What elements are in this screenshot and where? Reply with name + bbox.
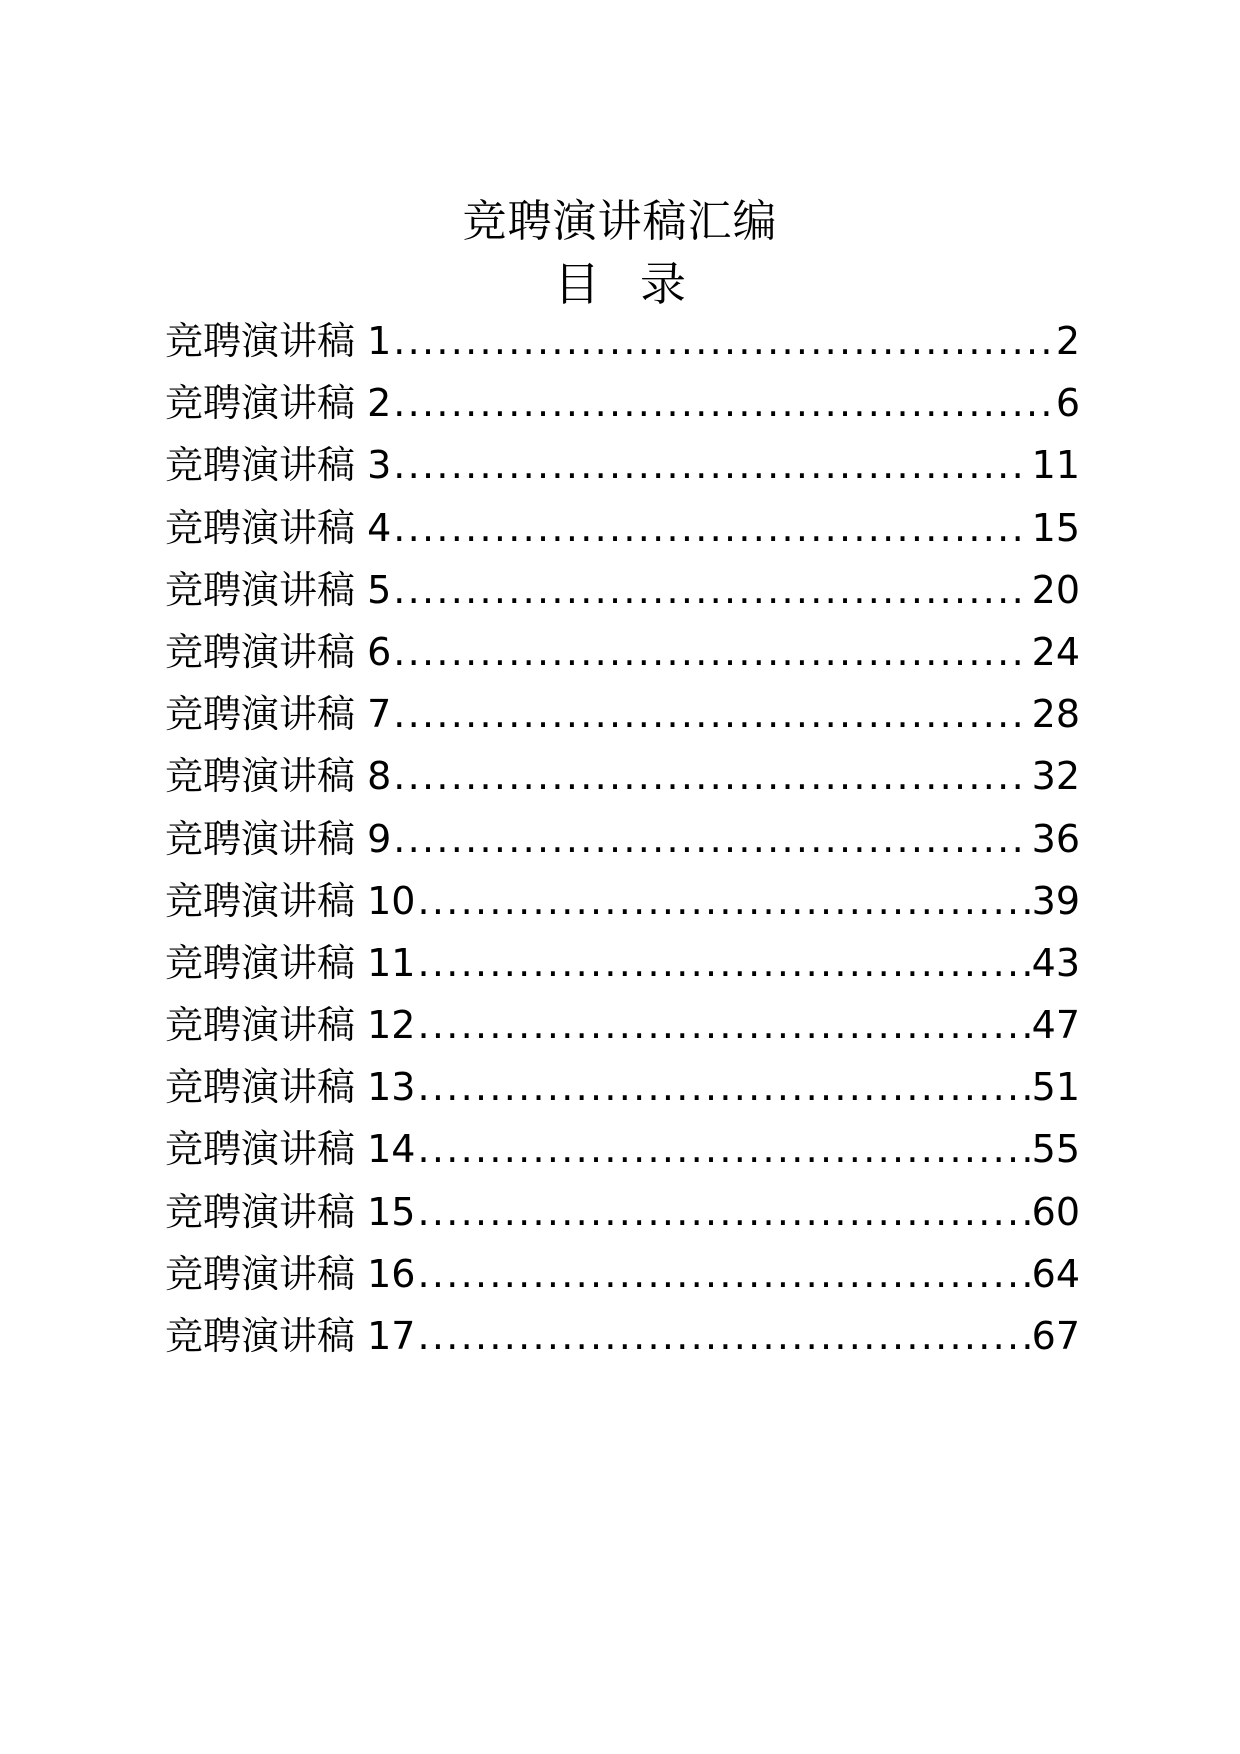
table-of-contents	[165, 310, 1080, 1367]
toc-entry[interactable]	[165, 434, 1080, 496]
toc-leader-dots	[417, 1056, 1029, 1118]
toc-entry-label: 竞聘演讲稿 12	[165, 1003, 416, 1048]
toc-entry[interactable]	[165, 683, 1080, 745]
toc-entry[interactable]	[165, 1243, 1080, 1305]
toc-heading-char: 目	[554, 257, 600, 311]
toc-entry-page: 47	[1031, 1003, 1080, 1048]
toc-entry-page: 67	[1031, 1314, 1080, 1358]
toc-entry-page: 43	[1031, 940, 1080, 985]
toc-leader-dots	[417, 1305, 1029, 1367]
toc-entry[interactable]	[165, 497, 1080, 559]
toc-entry[interactable]	[165, 559, 1080, 621]
toc-entry[interactable]	[165, 1118, 1080, 1180]
toc-entry-label: 竞聘演讲稿 13	[165, 1065, 416, 1110]
toc-entry-page: 51	[1031, 1065, 1080, 1110]
toc-leader-dots	[393, 559, 1029, 621]
toc-heading-char: 录	[640, 257, 686, 311]
toc-entry[interactable]	[165, 870, 1080, 932]
toc-entry-label: 竞聘演讲稿 10	[165, 878, 416, 923]
toc-leader-dots	[393, 621, 1029, 683]
toc-entry-label: 竞聘演讲稿 14	[165, 1127, 416, 1172]
toc-entry-label: 竞聘演讲稿 2	[165, 381, 392, 426]
toc-entry-page: 36	[1031, 816, 1080, 861]
toc-entry-page: 32	[1031, 754, 1080, 799]
toc-leader-dots	[417, 1181, 1029, 1243]
toc-entry-label: 竞聘演讲稿 8	[165, 754, 392, 799]
document-title: 竞聘演讲稿汇编	[462, 196, 778, 247]
toc-entry-page: 60	[1031, 1189, 1080, 1234]
toc-entry[interactable]	[165, 745, 1080, 807]
toc-entry-label: 竞聘演讲稿 3	[165, 443, 392, 488]
toc-leader-dots	[417, 1243, 1029, 1305]
toc-heading	[0, 252, 1240, 316]
toc-leader-dots	[393, 310, 1054, 372]
toc-entry-page: 64	[1031, 1251, 1080, 1296]
toc-entry[interactable]	[165, 932, 1080, 994]
toc-entry[interactable]	[165, 1056, 1080, 1118]
toc-entry-label: 竞聘演讲稿 15	[165, 1189, 416, 1234]
toc-entry-label: 竞聘演讲稿 9	[165, 816, 392, 861]
toc-entry-page: 6	[1055, 381, 1080, 426]
toc-entry[interactable]	[165, 621, 1080, 683]
toc-entry-page: 2	[1055, 319, 1080, 363]
toc-entry-label: 竞聘演讲稿 1	[165, 319, 392, 363]
toc-entry-page: 39	[1031, 878, 1080, 923]
toc-leader-dots	[393, 434, 1029, 496]
toc-entry[interactable]	[165, 372, 1080, 434]
toc-leader-dots	[393, 683, 1029, 745]
toc-entry-page: 15	[1031, 505, 1080, 550]
toc-entry-page: 28	[1031, 692, 1080, 737]
toc-entry-label: 竞聘演讲稿 16	[165, 1251, 416, 1296]
toc-entry-label: 竞聘演讲稿 4	[165, 505, 392, 550]
toc-entry-page: 11	[1031, 443, 1080, 488]
toc-entry-page: 24	[1031, 629, 1080, 674]
toc-leader-dots	[417, 932, 1029, 994]
toc-entry-label: 竞聘演讲稿 6	[165, 629, 392, 674]
toc-leader-dots	[393, 745, 1029, 807]
toc-entry-label: 竞聘演讲稿 17	[165, 1314, 416, 1358]
toc-entry-label: 竞聘演讲稿 11	[165, 940, 416, 985]
toc-entry-page: 20	[1031, 567, 1080, 612]
toc-entry-label: 竞聘演讲稿 7	[165, 692, 392, 737]
toc-entry[interactable]	[165, 808, 1080, 870]
toc-entry-label: 竞聘演讲稿 5	[165, 567, 392, 612]
toc-leader-dots	[393, 808, 1029, 870]
toc-entry[interactable]	[165, 994, 1080, 1056]
toc-entry-page: 55	[1031, 1127, 1080, 1172]
toc-leader-dots	[417, 870, 1029, 932]
toc-entry[interactable]	[165, 1305, 1080, 1367]
toc-leader-dots	[417, 1118, 1029, 1180]
toc-leader-dots	[393, 372, 1054, 434]
toc-entry[interactable]	[165, 310, 1080, 372]
toc-leader-dots	[417, 994, 1029, 1056]
toc-entry[interactable]	[165, 1181, 1080, 1243]
toc-leader-dots	[393, 497, 1029, 559]
